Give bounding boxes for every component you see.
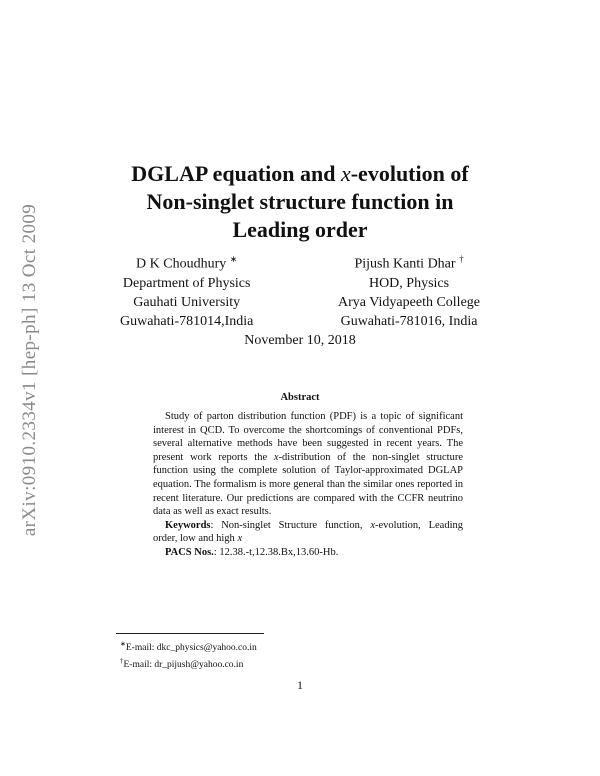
paper-title	[90, 160, 510, 244]
author-name: D K Choudhury	[136, 256, 227, 272]
keywords-variable: x	[370, 519, 375, 531]
author-institution: Arya Vidyapeeth College	[338, 294, 480, 310]
arxiv-identifier-text: arXiv:0910.2334v1 [hep-ph] 13 Oct 2009	[19, 203, 40, 537]
title-line-3: Leading order	[232, 217, 368, 242]
author-institution: Gauhati University	[133, 294, 241, 310]
author-department: Department of Physics	[122, 275, 251, 291]
keywords-text: -evolution, Leading order, low and high	[153, 519, 463, 545]
abstract-text: -distribution of the non-singlet structure function using the complete solution of Taylor-approximated DGLAP equation. The formalism is more general than the similar ones reported in recent literature. Our predictions are compared with the CCFR neutrino data as well as exact results.	[153, 451, 463, 518]
author-address: Guwahati-781014,India	[120, 313, 254, 329]
abstract-variable: x	[273, 451, 279, 463]
pacs-line	[153, 546, 463, 560]
footnote-mark: ∗	[120, 640, 126, 648]
footnote-mark: †	[120, 657, 124, 666]
footnote-1	[120, 638, 257, 655]
title-line-2: Non-singlet structure function in	[146, 189, 454, 214]
keywords-line	[153, 519, 463, 546]
abstract-heading: Abstract	[280, 392, 320, 403]
publication-date: November 10, 2018	[244, 333, 356, 348]
author-2	[338, 250, 480, 331]
footnotes	[120, 638, 257, 672]
title-variable: x	[340, 161, 351, 186]
author-name-line	[120, 250, 253, 274]
author-block	[120, 250, 480, 331]
abstract-text: Study of parton distribution function (PDF) is a topic of significant interest in QCD. To overcome the shortcomings of conventional PDFs, several alternative methods have been suggested in recent years. The present work reports the	[153, 411, 463, 463]
keywords-label: Keywords	[165, 519, 211, 531]
footnote-divider	[116, 633, 264, 634]
title-line-1	[90, 160, 510, 188]
page-number: 1	[297, 678, 303, 692]
abstract-paragraph	[153, 410, 463, 519]
abstract-body	[153, 410, 463, 560]
author-1	[120, 250, 253, 331]
footnote-mark: †	[459, 254, 464, 264]
title-text: -evolution of	[350, 161, 469, 186]
author-address: Guwahati-781016, India	[340, 313, 478, 329]
pacs-text: : 12.38.-t,12.38.Bx,13.60-Hb.	[213, 546, 339, 558]
author-department: HOD, Physics	[368, 275, 450, 291]
footnote-mark: ∗	[229, 254, 238, 264]
footnote-email: E-mail: dr_pijush@yahoo.co.in	[123, 660, 244, 671]
footnote-email: E-mail: dkc_physics@yahoo.co.in	[125, 643, 257, 654]
footnote-2	[120, 655, 257, 672]
title-text: DGLAP equation and	[131, 161, 341, 186]
arxiv-identifier-stamp	[14, 190, 46, 550]
author-name: Pijush Kanti Dhar	[354, 256, 456, 272]
keywords-variable: x	[237, 533, 243, 545]
pacs-label: PACS Nos.	[165, 546, 214, 558]
keywords-text: : Non-singlet Structure function,	[210, 519, 371, 531]
author-name-line	[338, 250, 480, 274]
